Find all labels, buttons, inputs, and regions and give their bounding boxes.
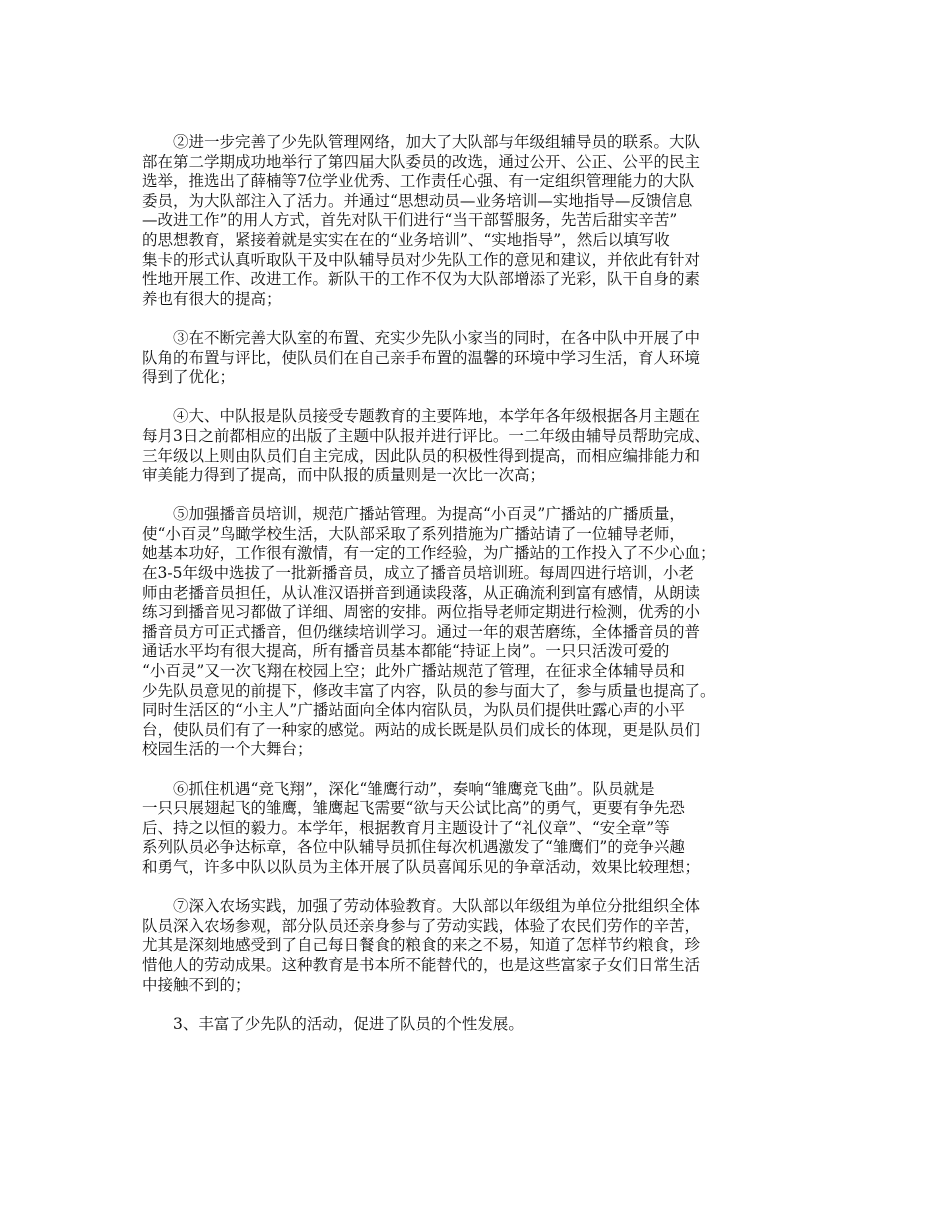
- text-line: 养也有很大的提高；: [142, 289, 282, 308]
- text-line: 部在第二学期成功地举行了第四届大队委员的改选，通过公开、公正、公平的民主: [142, 152, 701, 171]
- text-line: 台，使队员们有了一种家的感觉。两站的成长既是队员们成长的体现，更是队员们: [142, 720, 701, 739]
- text-line: 中接触不到的；: [142, 975, 251, 994]
- text-line: 集卡的形式认真听取队干及中队辅导员对少先队工作的意见和建议，并依此有针对: [142, 250, 701, 269]
- text-line: ④大、中队报是队员接受专题教育的主要阵地，本学年各年级根据各月主题在: [173, 407, 701, 426]
- document-body: [142, 133, 830, 1034]
- paragraph-4: [142, 407, 830, 485]
- text-line: 一只只展翅起飞的雏鹰，雏鹰起飞需要“欲与天公试比高”的勇气，更要有争先恐: [142, 799, 685, 818]
- text-line: 练习到播音见习都做了详细、周密的安排。两位指导老师定期进行检测，优秀的小: [142, 603, 701, 622]
- text-line: 性地开展工作、改进工作。新队干的工作不仅为大队部增添了光彩，队干自身的素: [142, 270, 701, 289]
- paragraph-2: [142, 133, 830, 309]
- section-heading-3: [142, 1015, 830, 1035]
- text-line: 审美能力得到了提高，而中队报的质量则是一次比一次高；: [142, 466, 546, 485]
- text-line: ⑥抓住机遇“竞飞翔”，深化“雏鹰行动”，奏响“雏鹰竞飞曲”。队员就是: [173, 779, 655, 798]
- text-line: 尤其是深刻地感受到了自己每日餐食的粮食的来之不易，知道了怎样节约粮食，珍: [142, 936, 701, 955]
- text-line: 少先队员意见的前提下，修改丰富了内容，队员的参与面大了，参与质量也提高了。: [142, 681, 716, 700]
- paragraph-7: [142, 897, 830, 995]
- text-line: ⑤加强播音员培训，规范广播站管理。为提高“小百灵”广播站的广播质量，: [173, 505, 685, 524]
- text-line: 师由老播音员担任，从认准汉语拼音到通读段落，从正确流利到富有感情，从朗读: [142, 583, 701, 602]
- text-line: 委员，为大队部注入了活力。并通过“思想动员—业务培训—实地指导—反馈信息: [142, 191, 693, 210]
- text-line: “小百灵”又一次飞翔在校园上空；此外广播站规范了管理，在征求全体辅导员和: [142, 662, 685, 681]
- text-line: 后、持之以恒的毅力。本学年，根据教育月主题设计了“礼仪章”、“安全章”等: [142, 818, 670, 837]
- text-line: 使“小百灵”鸟瞰学校生活，大队部采取了系列措施为广播站请了一位辅导老师，: [142, 524, 685, 543]
- paragraph-6: [142, 780, 830, 878]
- text-line: 得到了优化；: [142, 368, 236, 387]
- text-line: ⑦深入农场实践，加强了劳动体验教育。大队部以年级组为单位分批组织全体: [173, 897, 701, 916]
- text-line: 选举，推选出了薛楠等7位学业优秀、工作责任心强、有一定组织管理能力的大队: [142, 172, 695, 191]
- text-line: 三年级以上则由队员们自主完成，因此队员的积极性得到提高，而相应编排能力和: [142, 446, 701, 465]
- text-line: 校园生活的一个大舞台；: [142, 740, 313, 759]
- text-line: ②进一步完善了少先队管理网络，加大了大队部与年级组辅导员的联系。大队: [173, 133, 701, 151]
- text-line: 播音员方可正式播音，但仍继续培训学习。通过一年的艰苦磨练，全体播音员的普: [142, 622, 701, 641]
- text-line: 通话水平均有很大提高，所有播音员基本都能“持证上岗”。一只只活泼可爱的: [142, 642, 670, 661]
- text-line: ③在不断完善大队室的布置、充实少先队小家当的同时，在各中队中开展了中: [173, 328, 701, 347]
- text-line: 队角的布置与评比，使队员们在自己亲手布置的温馨的环境中学习生活，育人环境: [142, 348, 701, 367]
- text-line: 惜他人的劳动成果。这种教育是书本所不能替代的，也是这些富家子女们日常生活: [142, 955, 701, 974]
- text-line: 她基本功好，工作很有激情，有一定的工作经验，为广播站的工作投入了不少心血；: [142, 544, 716, 563]
- text-line: 同时生活区的“小主人”广播站面向全体内宿队员，为队员们提供吐露心声的小平: [142, 701, 685, 720]
- text-line: 的思想教育，紧接着就是实实在在的“业务培训”、“实地指导”，然后以填写收: [142, 230, 670, 249]
- text-line: 3、丰富了少先队的活动，促进了队员的个性发展。: [173, 1014, 524, 1033]
- text-line: 队员深入农场参观，部分队员还亲身参与了劳动实践，体验了农民们劳作的辛苦，: [142, 916, 701, 935]
- paragraph-5: [142, 505, 830, 760]
- text-line: 每月3日之前都相应的出版了主题中队报并进行评比。一二年级由辅导员帮助完成、: [142, 426, 710, 445]
- text-line: —改进工作”的用人方式，首先对队干们进行“当干部誓服务，先苦后甜实辛苦”: [142, 211, 678, 230]
- text-line: 系列队员必争达标章，各位中队辅导员抓住每次机遇激发了“雏鹰们”的竞争兴趣: [142, 838, 685, 857]
- text-line: 在3-5年级中选拔了一批新播音员，成立了播音员培训班。每周四进行培训，小老: [142, 564, 694, 583]
- paragraph-3: [142, 329, 830, 388]
- text-line: 和勇气，许多中队以队员为主体开展了队员喜闻乐见的争章活动，效果比较理想；: [142, 857, 701, 876]
